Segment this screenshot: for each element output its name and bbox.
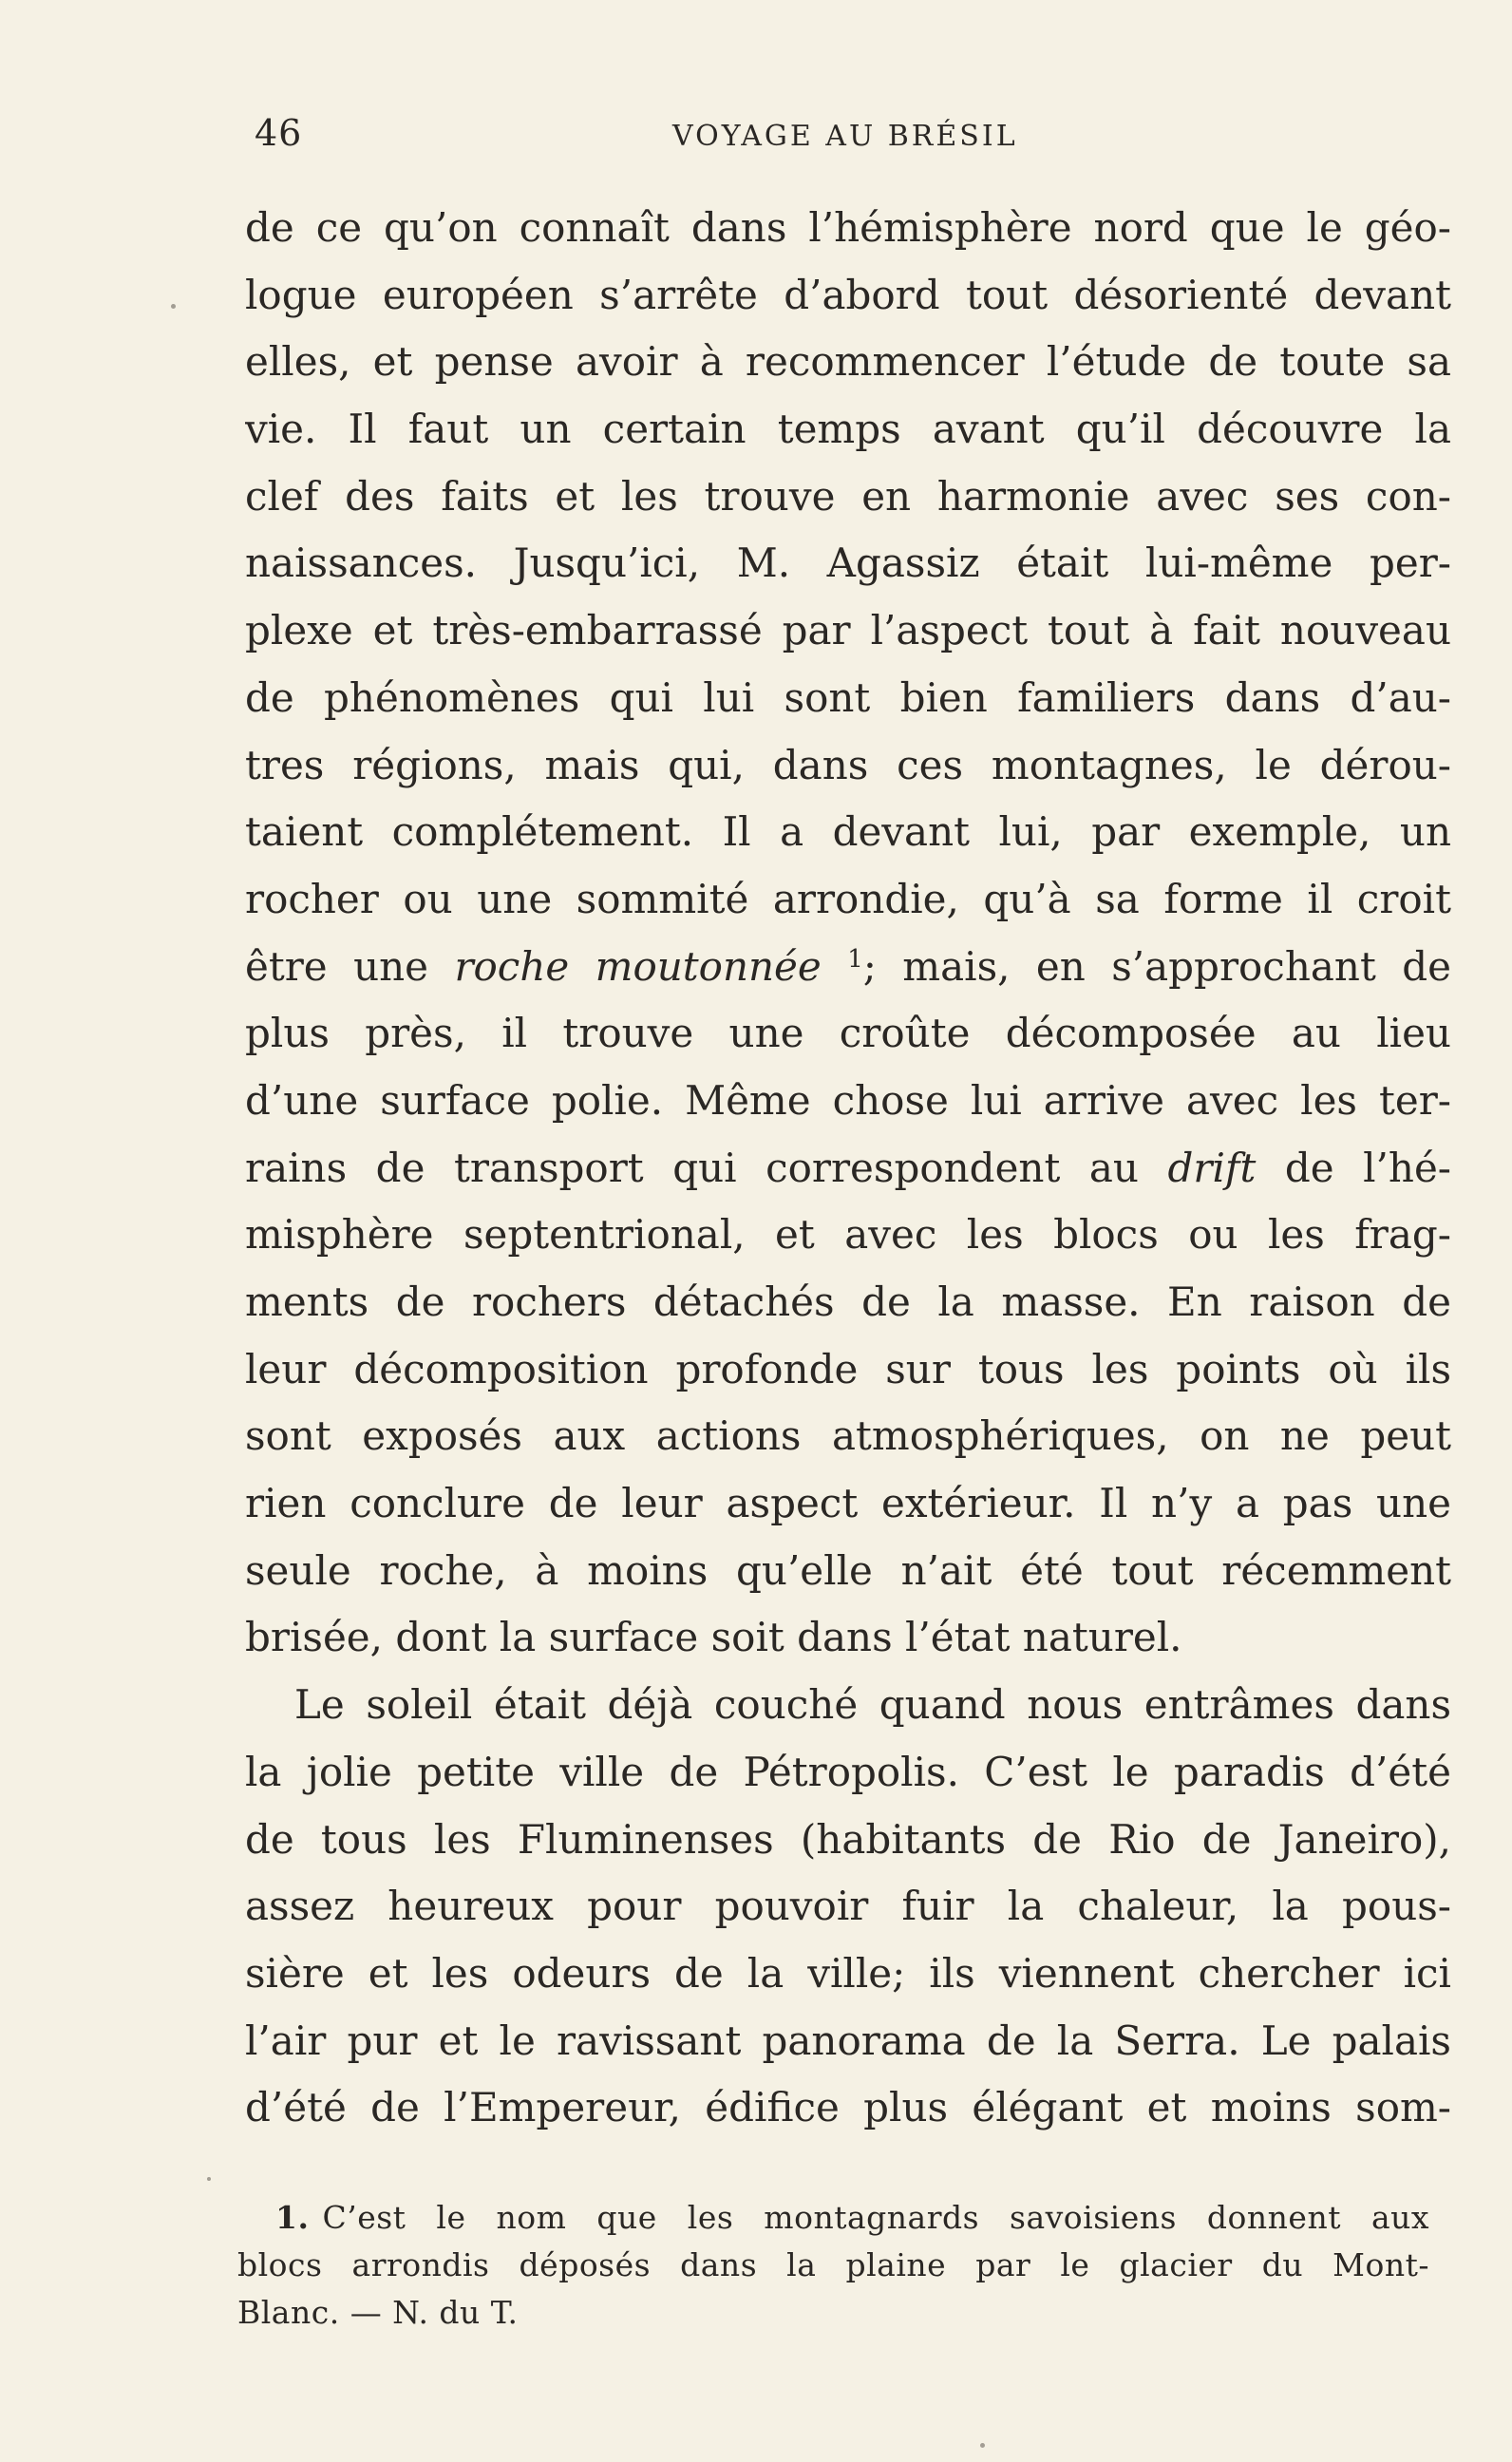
text-line: taient complétement. Il a devant lui, par exemple, un: [245, 808, 1451, 856]
body-text: [245, 195, 1451, 2142]
line-text-before: être une: [245, 942, 455, 990]
footnote-line: [237, 2194, 1429, 2242]
text-line: assez heureux pour pouvoir fuir la chaleur, la pous-: [245, 1883, 1451, 1930]
text-line: de phénomènes qui lui sont bien familiers dans d’au-: [245, 673, 1451, 721]
paper-speck: [171, 304, 176, 309]
text-line: sière et les odeurs de la ville; ils viennent chercher ici: [245, 1949, 1451, 1997]
paragraph-start-line: Le soleil était déjà couché quand nous entrâmes dans: [294, 1681, 1451, 1729]
text-line: elles, et pense avoir à recommencer l’étude de toute sa: [245, 338, 1451, 386]
footnote: [237, 2194, 1429, 2337]
page-header: [255, 112, 1451, 169]
line-text-after: ; mais, en s’approchant de: [862, 942, 1451, 990]
text-line: ments de rochers détachés de la masse. En raison de: [245, 1278, 1451, 1325]
text-line: la jolie petite ville de Pétropolis. C’est le paradis d’été: [245, 1748, 1451, 1795]
text-line: plus près, il trouve une croûte décomposée au lieu: [245, 1010, 1451, 1057]
line-text-before: rains de transport qui correspondent au: [245, 1144, 1168, 1191]
text-line: logue européen s’arrête d’abord tout désorienté devant: [245, 271, 1451, 318]
text-line: rien conclure de leur aspect extérieur. Il n’y a pas une: [245, 1480, 1451, 1527]
text-line: misphère septentrional, et avec les blocs ou les frag-: [245, 1211, 1451, 1259]
running-title: VOYAGE AU BRÉSIL: [672, 120, 1018, 153]
text-line: d’été de l’Empereur, édifice plus élégant et moins som-: [245, 2084, 1451, 2131]
footnote-marker: 1.: [275, 2199, 310, 2236]
text-line: seule roche, à moins qu’elle n’ait été tout récemment: [245, 1546, 1451, 1594]
text-line: naissances. Jusqu’ici, M. Agassiz était lui-même per-: [245, 540, 1451, 587]
text-line: l’air pur et le ravissant panorama de la Serra. Le palais: [245, 2017, 1451, 2064]
text-line-with-note: [245, 934, 1451, 1001]
paper-speck: [207, 2177, 211, 2181]
text-line: d’une surface polie. Même chose lui arrive avec les ter-: [245, 1076, 1451, 1124]
paper-speck: [980, 2443, 985, 2448]
footnote-text: C’est le nom que les montagnards savoisiens donnent aux: [322, 2199, 1429, 2236]
paragraph-end-line: brisée, dont la surface soit dans l’état naturel.: [245, 1614, 1182, 1661]
footnote-line: Blanc. — N. du T.: [237, 2294, 519, 2331]
footnote-line: blocs arrondis déposés dans la plaine par le glacier du Mont-: [237, 2246, 1429, 2283]
page-number: 46: [255, 112, 303, 154]
text-line: sont exposés aux actions atmosphériques, on ne peut: [245, 1412, 1451, 1460]
text-line: leur décomposition profonde sur tous les points où ils: [245, 1345, 1451, 1392]
text-line: de ce qu’on connaît dans l’hémisphère nord que le géo-: [245, 204, 1451, 251]
text-line: vie. Il faut un certain temps avant qu’il découvre la: [245, 406, 1451, 453]
text-line: clef des faits et les trouve en harmonie avec ses con-: [245, 472, 1451, 520]
line-text-after: de l’hé-: [1256, 1144, 1451, 1191]
text-line: de tous les Fluminenses (habitants de Rio de Janeiro),: [245, 1815, 1451, 1863]
text-line: rocher ou une sommité arrondie, qu’à sa forme il croit: [245, 875, 1451, 922]
text-line: tres régions, mais qui, dans ces montagnes, le dérou-: [245, 741, 1451, 788]
italic-term: drift: [1167, 1144, 1257, 1191]
text-line-with-italic: [245, 1135, 1451, 1203]
text-line: plexe et très-embarrassé par l’aspect tout à fait nouveau: [245, 607, 1451, 654]
italic-term: roche moutonnée: [454, 942, 822, 990]
footnote-reference: 1: [847, 944, 863, 974]
